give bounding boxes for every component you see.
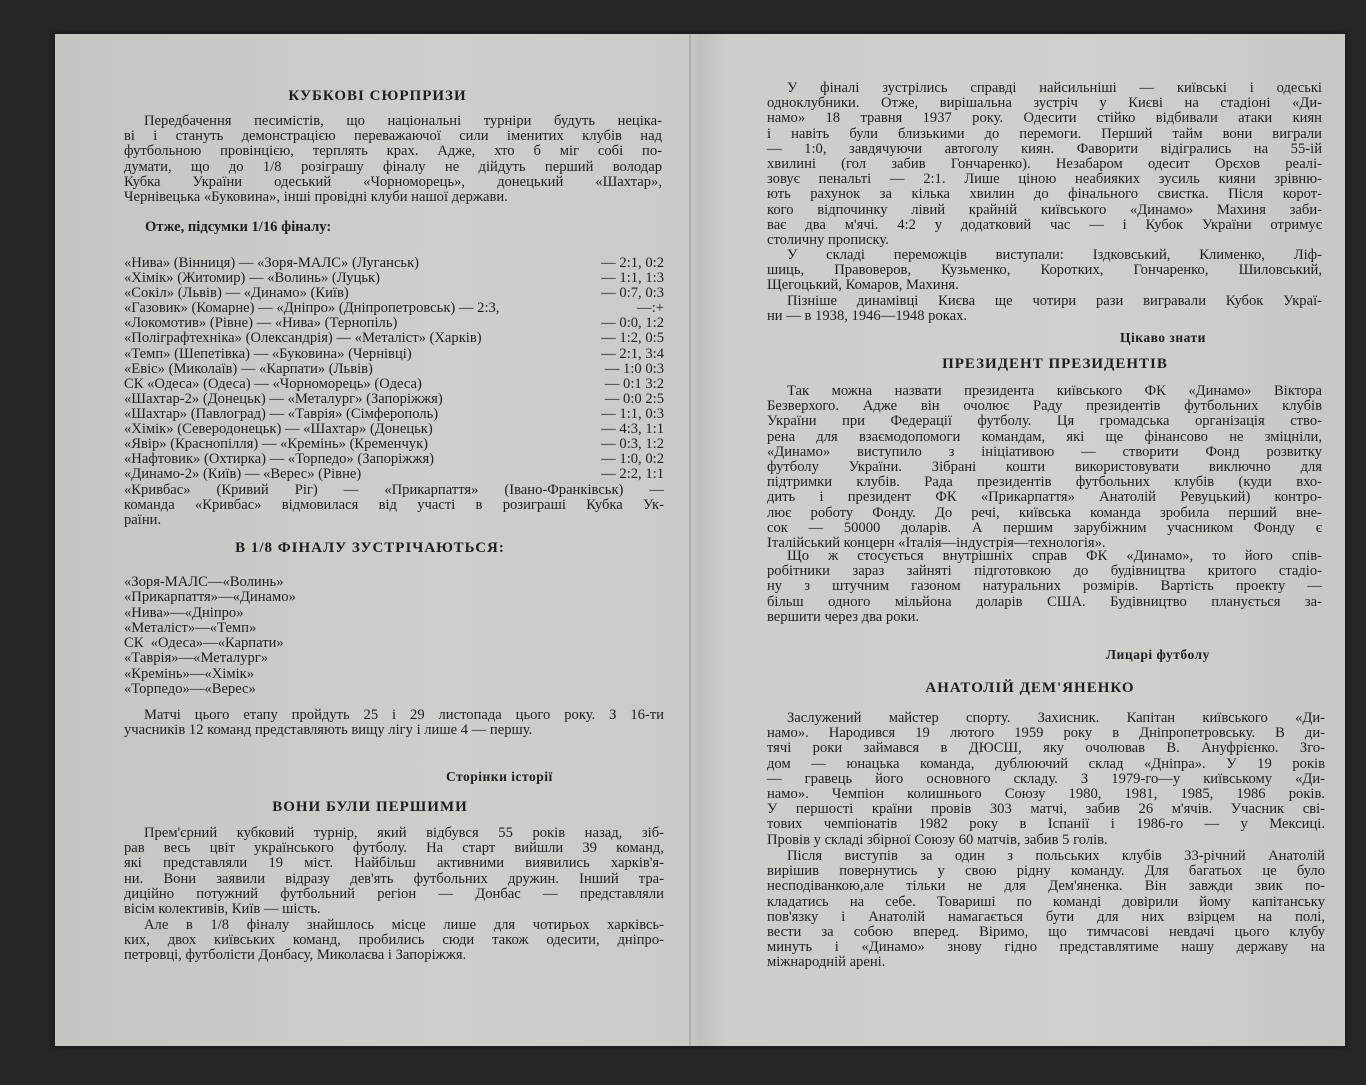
text-line: Що ж стосується внутрішніх справ ФК «Динамо», то його спів- [787, 548, 1322, 564]
match-teams: «Явір» (Краснопілля) — «Кремінь» (Кременчук) [124, 436, 429, 453]
match-score: — 2:1, 3:4 [601, 345, 664, 362]
text-line: Після виступів за один з польських клубів 33-річний Анатолій [787, 848, 1325, 864]
text-line: більш одного мільйона доларів США. Будівництво планується за- [767, 593, 1322, 610]
final-paragraph-2 [767, 248, 1322, 294]
match-score: — 0:0 2:5 [604, 390, 664, 407]
text-line: У складі переможців виступали: Іздковський, Клименко, Ліф- [787, 247, 1322, 263]
match-teams: «Нафтовик» (Охтирка) — «Торпедо» (Запоріжжя) [124, 451, 435, 468]
text-line: робітники зараз зайняті підготовкою до будівництва критого стадіо- [767, 563, 1322, 580]
result-row [124, 407, 664, 422]
result-row [124, 437, 664, 452]
text-line: хвилині (гол забив Гончаренко). Незабаром одесит Орєхов реалі- [767, 155, 1322, 172]
match-score: — 1:1, 1:3 [601, 270, 664, 287]
text-line: — 1:0, завдячуючи автоголу киян. Фаворити відігрались на 55-ій [767, 140, 1322, 157]
match-teams: «Нива» (Вінниця) — «Зоря-МАЛС» (Луганськ) [124, 255, 420, 271]
match-score: — 2:1, 0:2 [601, 255, 664, 271]
text-line: вирішив повернутись у свою рідну команду. Для багатьох це було [767, 863, 1325, 880]
match-teams: «Динамо-2» (Київ) — «Верес» (Рівне) [124, 466, 362, 483]
pairing-item: «Прикарпаття»—«Динамо» [124, 589, 296, 606]
text-line: і навіть були близькими до перемоги. Перший тайм вони виграли [767, 125, 1322, 142]
result-row [124, 316, 664, 331]
text-line: рена для взаємодопомоги командам, які ще фінансово не зміцніли, [767, 428, 1322, 445]
history-paragraph-2 [124, 918, 664, 964]
history-rubric: Сторінки історії [446, 769, 553, 784]
match-score: — 1:0, 0:2 [601, 451, 664, 468]
pairing-item: «Торпедо»—«Верес» [124, 681, 256, 698]
text-line: шиць, Правоверов, Кузьменко, Коротких, Гончаренко, Шиловський, [767, 262, 1322, 279]
pairing-item: СК «Одеса»—«Карпати» [124, 635, 284, 652]
match-score: — 1:2, 0:5 [601, 330, 664, 347]
president-title: ПРЕЗИДЕНТ ПРЕЗИДЕНТІВ [942, 356, 1168, 372]
text-line: одноклубники. Отже, вирішальна зустріч у Києві на стадіоні «Ди- [767, 95, 1322, 112]
match-teams: «Газовик» (Комарне) — «Дніпро» (Дніпропетровськ) — 2:3, [124, 300, 500, 317]
text-line: ких, двох київських команд, пробились сюди також одесити, дніпро- [124, 932, 664, 949]
pairing-item: «Кремінь»—«Хімік» [124, 665, 255, 682]
text-line: команда «Кривбас» відмовилася від участі в розиграші Кубка Ук- [124, 497, 664, 514]
match-teams: «Поліграфтехніка» (Олександрія) — «Металіст» (Харків) [124, 330, 482, 347]
knights-title: АНАТОЛІЙ ДЕМ'ЯНЕНКО [925, 680, 1135, 696]
text-line: Прем'єрний кубковий турнір, який відбувся 55 років назад, зіб- [144, 825, 664, 841]
kryvbas-note [124, 483, 664, 529]
match-score: — 1:1, 0:3 [601, 405, 664, 422]
result-row [124, 301, 664, 316]
text-line: — гравець його основного складу. З 1979-го—у київському «Ди- [767, 770, 1325, 787]
text-line: України при Федерації футболу. Ця громадська організація ство- [767, 413, 1322, 430]
text-line: Передбачення песимістів, що національні турніри будуть нецiка- [144, 113, 662, 129]
text-line: підтримки клубів. Рада президентів футбольних клубів (куди вхо- [767, 474, 1322, 491]
text-line: ни — в 1938, 1946—1948 роках. [767, 308, 968, 325]
text-line: вісім колективів, Київ — шість. [124, 900, 321, 917]
text-line: вершити через два роки. [767, 608, 920, 625]
text-line: Кубка України одеський «Чорноморець», донецький «Шахтар», [124, 173, 662, 190]
text-line: ють рахунок за кілька хвилин до фінального свистка. Після корот- [767, 186, 1322, 203]
text-line: тячі роки займався в ДЮСШ, яку очолював В. Ануфрієнко. Зго- [767, 740, 1325, 757]
results-heading: Отже, підсумки 1/16 фіналу: [145, 219, 332, 235]
match-score: —:+ [637, 300, 664, 317]
president-paragraph-1 [767, 384, 1322, 551]
result-row [124, 362, 664, 377]
president-rubric: Цікаво знати [1120, 330, 1206, 345]
knights-paragraph-1 [767, 711, 1325, 848]
match-teams: «Шахтар-2» (Донецьк) — «Металург» (Запоріжжя) [124, 390, 443, 407]
page-fold [689, 34, 691, 1046]
text-line: тових чемпіонатів 1982 року в Іспанії і 1986-го — у Мексиці. [767, 816, 1325, 833]
text-line: ну з штучним газоном натуральних розмірів. Вартість проекту — [767, 578, 1322, 595]
match-score: — 0:3, 1:2 [601, 436, 664, 453]
text-line: «Кривбас» (Кривий Ріг) — «Прикарпаття» (Івано-Франківськ) — [124, 482, 664, 498]
results-table [124, 256, 664, 482]
match-teams: «Темп» (Шепетівка) — «Буковина» (Чернівці) [124, 345, 412, 362]
text-line: намо». Народився 19 лютого 1959 року в Дніпропетровську. В ди- [767, 725, 1325, 742]
match-score: — 0:7, 0:3 [601, 285, 664, 302]
round-of-16-heading: В 1/8 ФІНАЛУ ЗУСТРІЧАЮТЬСЯ: [235, 540, 505, 556]
text-line: лює роботу Фонду. До речі, київська команда зробила перший вне- [767, 504, 1322, 521]
text-line: Але в 1/8 фіналу знайшлось місце лише для чотирьох харківсь- [144, 917, 664, 933]
result-row [124, 331, 664, 346]
text-line: учасників 12 команд представляють вищу лігу і лише 4 — першу. [124, 722, 533, 739]
knights-paragraph-2 [767, 849, 1325, 971]
text-line: дом — юнацька команда, дублюючий склад «Дніпра». У 19 років [767, 755, 1325, 772]
text-line: Пізніше динамівці Києва ще чотири рази вигравали Кубок Украї- [787, 293, 1322, 309]
text-line: дить і президент ФК «Прикарпаття» Анатолій Ревуцький) контро- [767, 489, 1322, 506]
match-teams: «Шахтар» (Павлоград) — «Таврія» (Сімферополь) [124, 405, 439, 422]
text-line: які представляли 19 міст. Найбільш активними виявились харків'я- [124, 855, 664, 872]
text-line: футболу України. Зібрані кошти використовувати виключно для [767, 458, 1322, 475]
match-score: — 0:1 3:2 [604, 375, 664, 392]
result-row [124, 452, 664, 467]
result-row [124, 286, 664, 301]
text-line: сок — 50000 доларів. А першим зарубіжним учасником Фонду є [767, 519, 1322, 536]
result-row [124, 256, 664, 271]
text-line: Безверхого. Адже він очолює Раду президентів футбольних клубів [767, 398, 1322, 415]
text-line: кладатись на себе. Товариші по команді довірили йому капітанську [767, 893, 1325, 910]
text-line: У фіналі зустрілись справді найсильніші — київські і одеські [787, 80, 1322, 96]
text-line: намо». Чемпіон колишнього Союзу 1980, 1981, 1985, 1986 років. [767, 785, 1325, 802]
result-row [124, 347, 664, 362]
knights-rubric: Лицарі футболу [1106, 647, 1210, 662]
match-score: — 0:0, 1:2 [601, 315, 664, 332]
text-line: думати, що до 1/8 розіграшу фіналу не дійдуть перший володар [124, 158, 662, 175]
history-title: ВОНИ БУЛИ ПЕРШИМИ [272, 799, 468, 815]
text-line: Щегоцький, Комаров, Махиня. [767, 277, 959, 294]
pairing-item: «Зоря-МАЛС—«Волинь» [124, 574, 284, 590]
text-line: пов'язку і Анатолій намагається бути для них взірцем на полі, [767, 908, 1325, 925]
match-teams: СК «Одеса» (Одеса) — «Чорноморець» (Одеса) [124, 375, 422, 392]
text-line: У першості країни провів 303 матчі, забив 26 м'ячів. Учасник сві- [767, 801, 1325, 818]
text-line: ває два м'ячі. 4:2 у додатковий час — і Кубок України отримує [767, 216, 1322, 233]
match-teams: «Сокіл» (Львів) — «Динамо» (Київ) [124, 285, 349, 302]
text-line: «Динамо» виступило з ініціативою — створити Фонд розвитку [767, 443, 1322, 460]
text-line: столичну прописку. [767, 231, 889, 248]
match-teams: «Хімік» (Житомир) — «Волинь» (Луцьк) [124, 270, 381, 287]
history-paragraph-1 [124, 826, 664, 917]
pairing-item: «Нива»—«Дніпро» [124, 604, 244, 621]
text-line: рав весь цвіт українського футболу. На старт вийшли 39 команд, [124, 840, 664, 857]
text-line: Так можна назвати президента київського ФК «Динамо» Віктора [787, 383, 1322, 399]
text-line: вести за собою вперед. Віримо, що тимчасові невдачі цього клубу [767, 923, 1325, 940]
text-line: Провів у складі збірної Союзу 60 матчів, забив 5 голів. [767, 831, 1108, 848]
text-line: ві і стануть демонстрацією переважаючої сили іменитих клубів над [124, 128, 662, 145]
text-line: кого відпочинку лівий крайній київського «Динамо» Махиня заби- [767, 201, 1322, 218]
text-line: Чернівецька «Буковина», інші провідні клуби нашої держави. [124, 188, 508, 205]
schedule-paragraph [124, 708, 664, 738]
result-row [124, 422, 664, 437]
text-line: футбольною провінцією, терплять крах. Адже, хто б міг собі по- [124, 143, 662, 160]
result-row [124, 271, 664, 286]
president-paragraph-2 [767, 549, 1322, 625]
text-line: ни. Вони заявили відразу дев'ять футбольних дружин. Інший тра- [124, 870, 664, 887]
result-row [124, 467, 664, 482]
match-score: — 2:2, 1:1 [601, 466, 664, 483]
match-score: — 4:3, 1:1 [601, 421, 664, 438]
text-line: Заслужений майстер спорту. Захисник. Капітан київського «Ди- [787, 710, 1325, 726]
match-score: — 1:0 0:3 [604, 360, 664, 377]
match-teams: «Евіс» (Миколаїв) — «Карпати» (Львів) [124, 360, 373, 377]
match-teams: «Локомотив» (Рівне) — «Нива» (Тернопіль) [124, 315, 398, 332]
text-line: зовує пенальті — 2:1. Лише ціною неабияких зусиль кияни зрівню- [767, 171, 1322, 188]
match-teams: «Хімік» (Северодонецьк) — «Шахтар» (Донецьк) [124, 421, 433, 438]
text-line: міжнародній арені. [767, 954, 886, 971]
text-line: несподіванкою,але тільки не для Дем'яненка. Він завжди звик по- [767, 878, 1325, 895]
text-line: Італійський концерн «Італія—індустрія—технологія». [767, 534, 1106, 551]
text-line: раїни. [124, 512, 162, 529]
result-row [124, 377, 664, 392]
result-row [124, 392, 664, 407]
article-title-cup-surprises: КУБКОВІ СЮРПРИЗИ [288, 88, 467, 104]
pairings-list [124, 575, 424, 697]
final-paragraph-3 [767, 294, 1322, 324]
intro-paragraph [124, 114, 662, 205]
text-line: намо» 18 травня 1937 року. Одесити стійко відбивали атаки киян [767, 110, 1322, 127]
text-line: диційно потужний футбольний регіон — Донбас — представляли [124, 885, 664, 902]
pairing-item: «Таврія»—«Металург» [124, 650, 269, 667]
text-line: петровці, футболісти Донбасу, Миколаєва і Запоріжжя. [124, 947, 467, 964]
text-line: минуть і «Динамо» знову гідно представлятиме нашу державу на [767, 939, 1325, 956]
final-paragraph-1 [767, 81, 1322, 248]
text-line: Матчі цього етапу пройдуть 25 і 29 листопада цього року. З 16-ти [144, 707, 664, 723]
pairing-item: «Металіст»—«Темп» [124, 619, 257, 636]
